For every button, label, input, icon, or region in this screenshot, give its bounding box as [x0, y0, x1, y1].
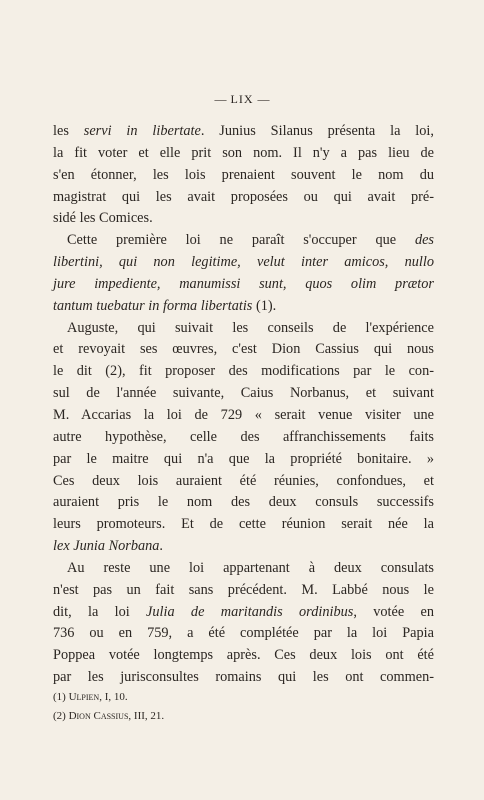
text-line: leurs promoteurs. Et de cette réunion serait née la — [53, 516, 434, 533]
page-header — [0, 92, 484, 107]
text-line: libertini, qui non legitime, velut inter amicos, nullo — [53, 254, 434, 271]
text-line: Cette première loi ne paraît s'occuper que des — [67, 232, 434, 249]
text-line: le dit (2), fit proposer des modifications par le con- — [53, 363, 434, 380]
text-line: Ces deux lois auraient été réunies, confondues, et — [53, 472, 434, 489]
text-line: jure impediente, manumissi sunt, quos olim prætor — [53, 275, 434, 292]
text-line: Poppea votée longtemps après. Ces deux lois ont été — [53, 647, 434, 664]
text-line: n'est pas un fait sans précédent. M. Labbé nous le — [53, 581, 434, 598]
body-text — [53, 121, 434, 689]
text-line: autre hypothèse, celle des affranchissements faits — [53, 428, 434, 445]
text-line: par le maitre qui n'a que la propriété bonitaire. » — [53, 450, 434, 467]
text-line: Auguste, qui suivait les conseils de l'expérience — [67, 319, 434, 336]
text-line: tantum tuebatur in forma libertatis (1). — [53, 297, 277, 314]
text-line: sul de l'année suivante, Caius Norbanus, et suivant — [53, 385, 434, 402]
header-dash-right: — — [257, 92, 270, 106]
text-line: par les jurisconsultes romains qui les ont commen- — [53, 669, 434, 686]
text-line: dit, la loi Julia de maritandis ordinibus, votée en — [53, 603, 434, 620]
text-line: auraient pris le nom des deux consuls successifs — [53, 494, 434, 511]
text-line: lex Junia Norbana. — [53, 538, 163, 555]
text-line: la fit voter et elle prit son nom. Il n'y a pas lieu de — [53, 144, 434, 161]
text-line: s'en étonner, les lois prenaient souvent le nom du — [53, 166, 434, 183]
text-line: sidé les Comices. — [53, 210, 153, 227]
footnote-1: (1) Ulpien, I, 10. — [53, 691, 128, 703]
page-number: LIX — [230, 92, 254, 106]
text-line: magistrat qui les avait proposées ou qui avait pré- — [53, 188, 434, 205]
text-line: et revoyait ses œuvres, c'est Dion Cassius qui nous — [53, 341, 434, 358]
footnote-2: (2) Dion Cassius, III, 21. — [53, 710, 165, 722]
header-dash-left: — — [214, 92, 227, 106]
text-line: les servi in libertate. Junius Silanus présenta la loi, — [53, 123, 434, 139]
footnotes — [53, 688, 434, 726]
text-line: Au reste une loi appartenant à deux consulats — [67, 559, 434, 576]
text-line: 736 ou en 759, a été complétée par la loi Papia — [53, 625, 434, 642]
text-line: M. Accarias la loi de 729 « serait venue visiter une — [53, 406, 434, 423]
